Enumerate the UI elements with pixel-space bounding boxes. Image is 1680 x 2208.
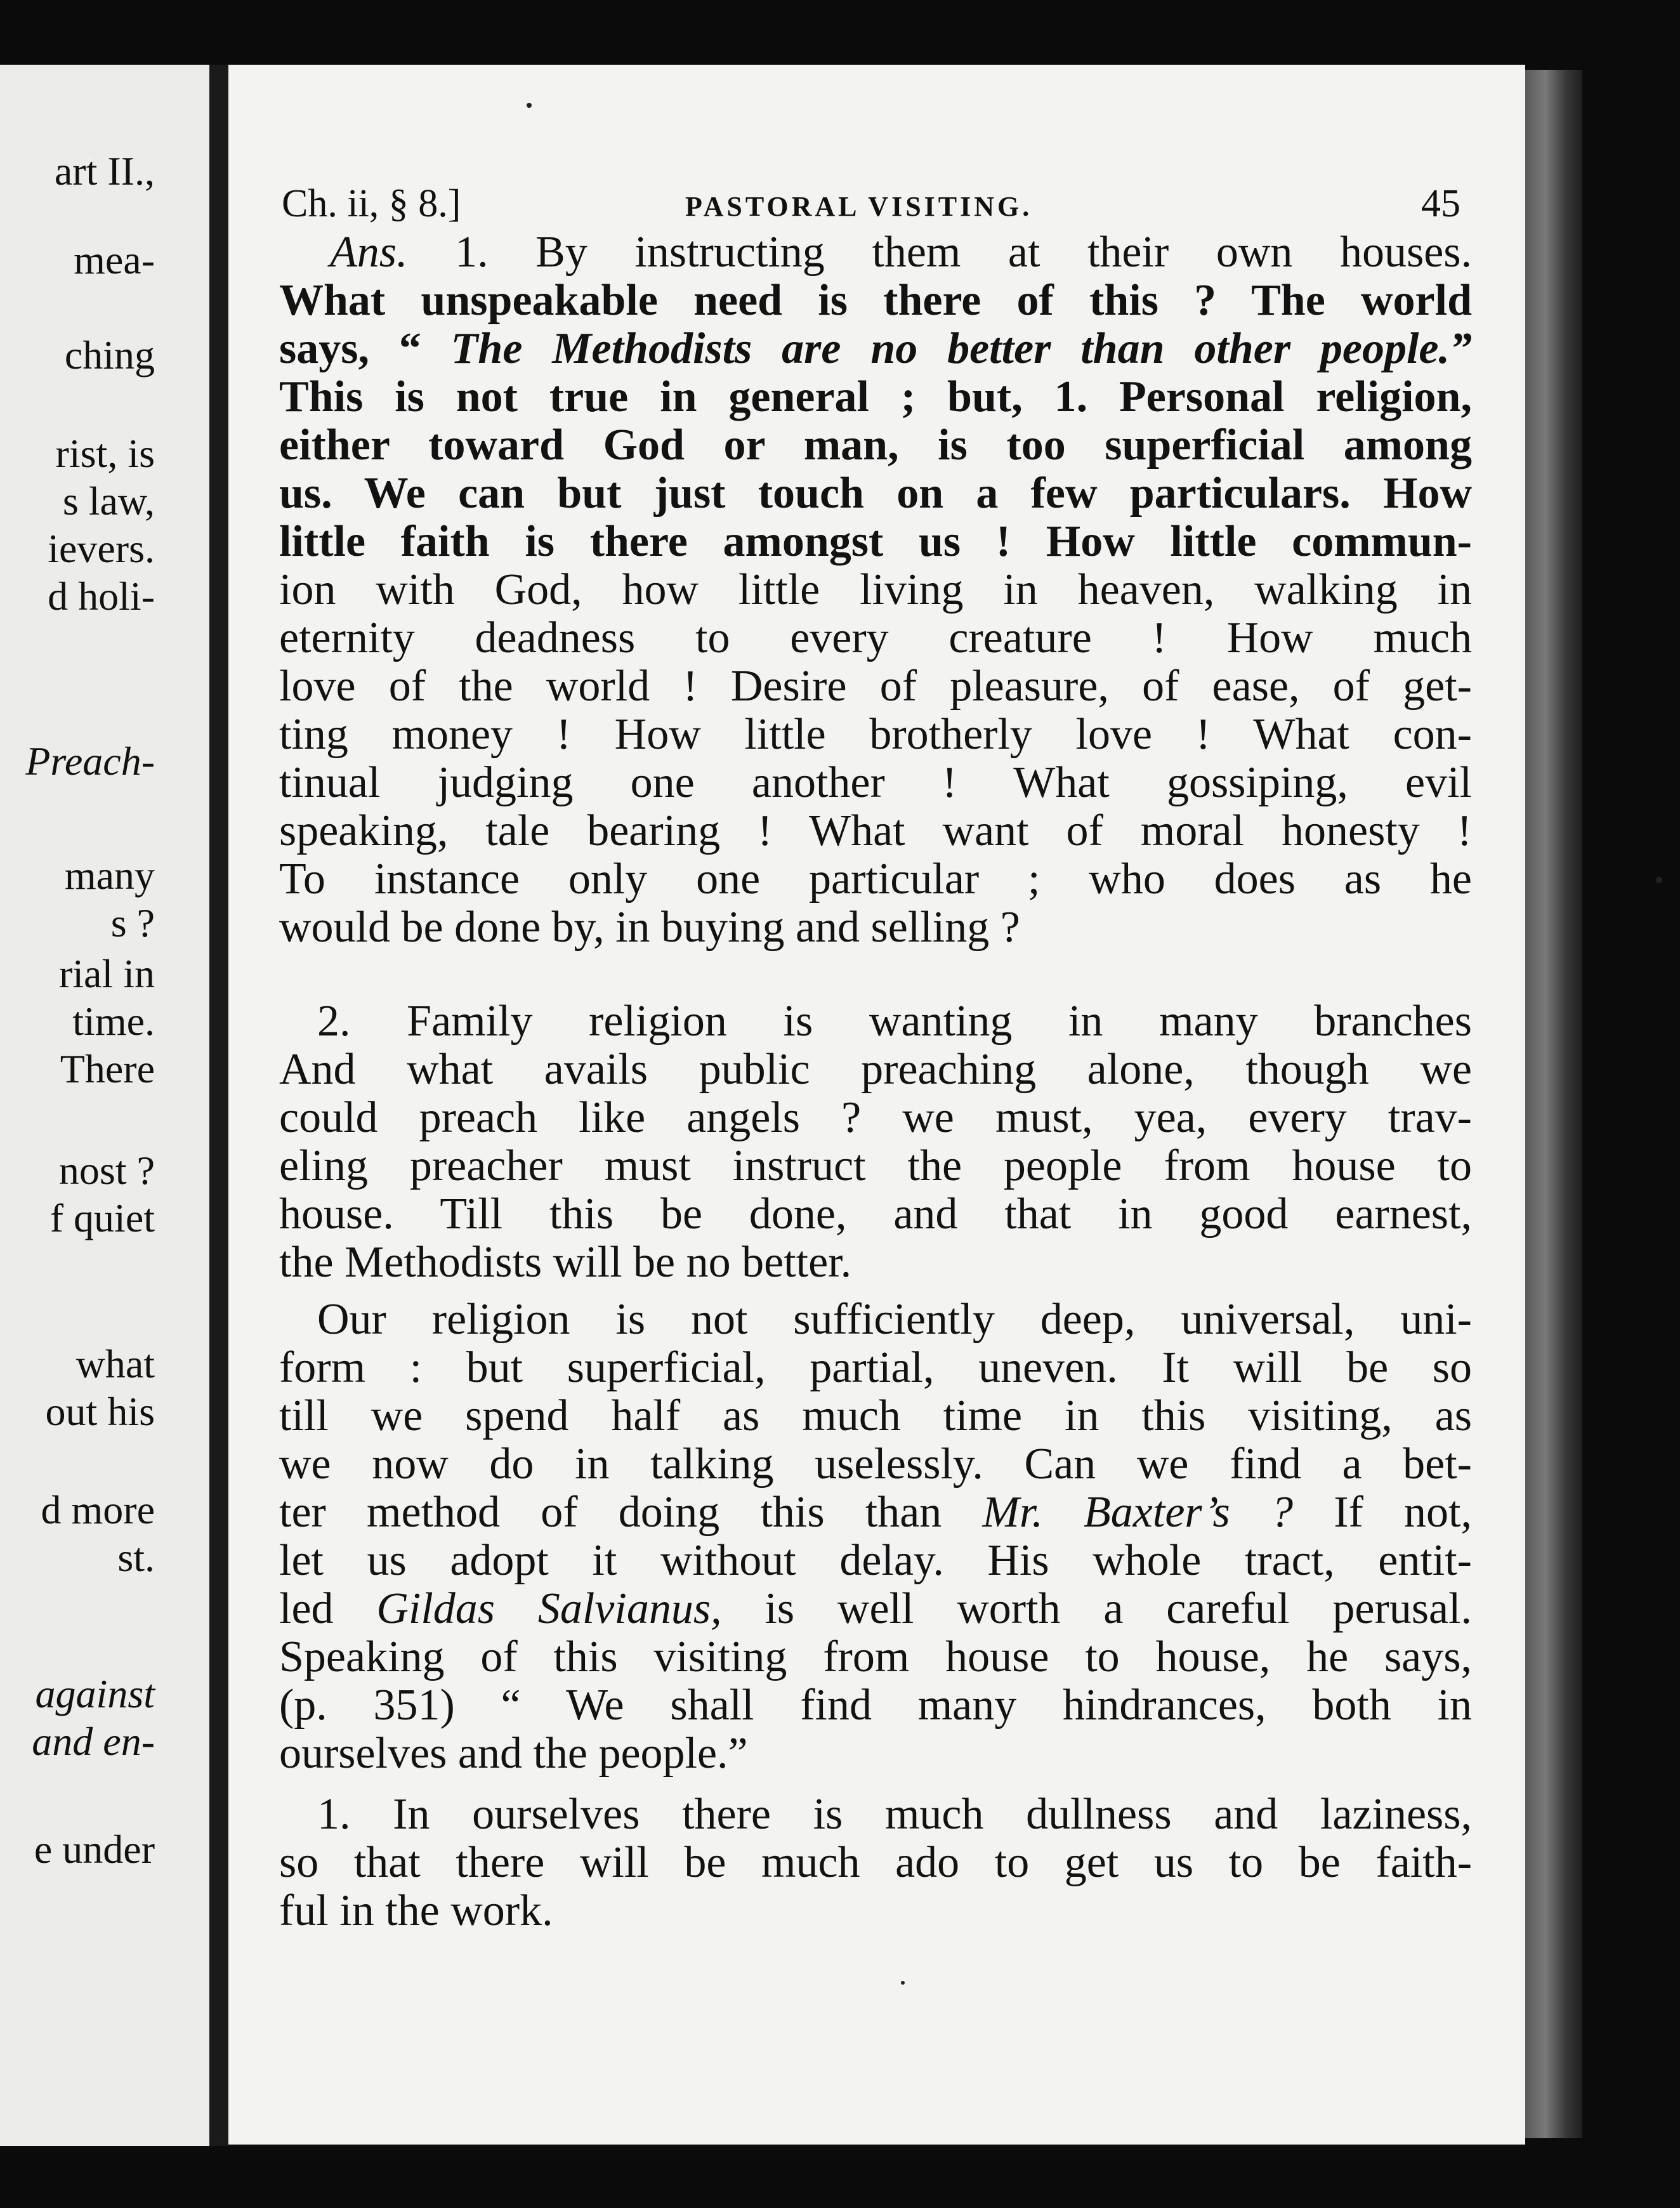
page-number: 45 xyxy=(1421,182,1460,225)
text-line: Our religion is not sufficiently deep, universal, uni- xyxy=(317,1295,1472,1344)
text-line: 1. In ourselves there is much dullness and laziness, xyxy=(317,1790,1472,1839)
text-line: would be done by, in buying and selling ? xyxy=(279,903,1020,952)
text-line: ful in the work. xyxy=(279,1886,553,1935)
text-line xyxy=(330,227,1472,278)
left-page-line-text: e under xyxy=(34,1827,155,1872)
left-page-line-text: art II., xyxy=(54,148,155,194)
text-segment: 1. By instructing them at their own houses. xyxy=(407,228,1472,277)
chapter-reference: Ch. ii, § 8.] xyxy=(282,182,461,225)
text-line: the Methodists will be no better. xyxy=(279,1238,852,1287)
text-line: ting money ! How little brotherly love ! What con- xyxy=(279,710,1472,759)
left-page-line-text: d holi- xyxy=(48,574,155,619)
text-line xyxy=(279,324,1472,374)
left-page-line-text: s ? xyxy=(110,900,155,945)
left-page-line-text: mea- xyxy=(74,237,155,282)
text-segment: ter method of doing this than xyxy=(279,1488,983,1537)
text-line: we now do in talking uselessly. Can we find a bet- xyxy=(279,1440,1472,1488)
page-body xyxy=(228,65,1525,2145)
text-line: could preach like angels ? we must, yea, every trav- xyxy=(279,1093,1472,1142)
text-segment: The Methodists are no better than other people.” xyxy=(450,324,1472,373)
text-segment: says, “ xyxy=(279,324,451,373)
text-segment: led xyxy=(279,1584,377,1633)
text-line: us. We can but just touch on a few particulars. How xyxy=(279,469,1472,518)
left-page-line-text: nost ? xyxy=(58,1148,155,1193)
text-line: This is not true in general ; but, 1. Personal religion, xyxy=(279,372,1472,421)
text-segment: is well worth a careful perusal. xyxy=(721,1584,1472,1633)
text-line: What unspeakable need is there of this ? The world xyxy=(279,276,1472,325)
text-line: Speaking of this visiting from house to house, he says, xyxy=(279,1633,1472,1681)
text-line: speaking, tale bearing ! What want of moral honesty ! xyxy=(279,806,1472,855)
left-page-line-text: time. xyxy=(72,999,155,1044)
left-page-line-text: s law, xyxy=(62,478,155,523)
page-edge xyxy=(1525,70,1582,2138)
left-page-line-text: f quiet xyxy=(49,1195,155,1240)
text-line: love of the world ! Desire of pleasure, of ease, of get- xyxy=(279,662,1472,711)
left-page-line-text: rist, is xyxy=(55,431,155,476)
left-page-line-text: what xyxy=(75,1341,155,1386)
text-line: To instance only one particular ; who does as he xyxy=(279,855,1472,904)
text-line: house. Till this be done, and that in good earnest, xyxy=(279,1190,1472,1239)
left-page-line-text: and en- xyxy=(32,1719,155,1764)
text-line: let us adopt it without delay. His whole tract, entit- xyxy=(279,1536,1472,1585)
text-line: either toward God or man, is too superficial among xyxy=(279,421,1472,470)
left-page-line-text: There xyxy=(60,1046,155,1091)
text-line: 2. Family religion is wanting in many branches xyxy=(317,997,1472,1046)
left-page-line-text: ievers. xyxy=(48,526,155,571)
text-line: eling preacher must instruct the people from house to xyxy=(279,1141,1472,1190)
left-page-line-text: against xyxy=(35,1671,155,1716)
left-page-line-text: rial in xyxy=(58,951,155,996)
text-line: till we spend half as much time in this visiting, as xyxy=(279,1391,1472,1440)
text-line: so that there will be much ado to get us to be faith- xyxy=(279,1838,1472,1887)
text-line: (p. 351) “ We shall find many hindrances, both in xyxy=(279,1681,1472,1730)
text-segment: Ans. xyxy=(330,228,408,277)
left-page-line-text: ching xyxy=(64,332,155,378)
text-line: eternity deadness to every creature ! How much xyxy=(279,614,1472,662)
text-line: ion with God, how little living in heaven, walking in xyxy=(279,565,1472,614)
left-page-line-text: st. xyxy=(117,1535,155,1580)
text-line: form : but superficial, partial, uneven. It will be so xyxy=(279,1343,1472,1392)
page-gutter xyxy=(209,65,228,2146)
book-page xyxy=(228,65,1525,2145)
text-line: tinual judging one another ! What gossiping, evil xyxy=(279,758,1472,807)
text-line: And what avails public preaching alone, though we xyxy=(279,1045,1472,1094)
running-title: PASTORAL VISITING. xyxy=(685,191,1033,222)
left-page-fragment xyxy=(0,65,209,2146)
text-line: little faith is there amongst us ! How little commun- xyxy=(279,517,1472,566)
left-page-line-text: many xyxy=(64,853,155,898)
text-line xyxy=(279,1584,1472,1634)
text-line xyxy=(279,1487,1472,1538)
left-page-line-text: Preach- xyxy=(25,739,155,784)
left-page-line-text: d more xyxy=(41,1487,155,1532)
text-segment: Gildas Salvianus, xyxy=(376,1584,722,1633)
text-segment: If not, xyxy=(1292,1488,1472,1537)
text-line: ourselves and the people.” xyxy=(279,1729,748,1778)
left-page-line-text: out his xyxy=(45,1389,155,1434)
text-segment: Mr. Baxter’s ? xyxy=(982,1488,1293,1537)
